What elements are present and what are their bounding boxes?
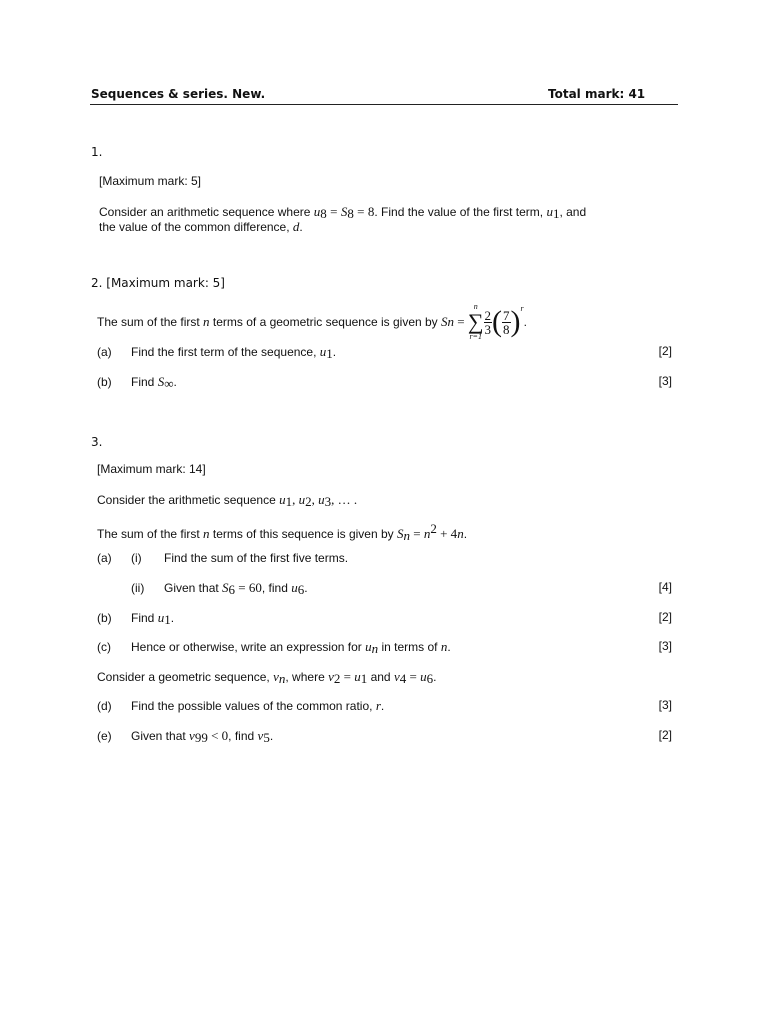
q3-part-e: (e) Given that $v_{99} < 0$, find $v_5$.	[97, 728, 274, 745]
q2-a-var: u	[319, 344, 327, 359]
sum-symbol: n ∑ r=1	[467, 302, 484, 341]
header-rule	[90, 104, 678, 105]
q3-geo-intro: Consider a geometric sequence, $v_n$, where $v_2 = u_1$ and $v_4 = u_6$.	[97, 669, 437, 686]
q1-text-d: the value of the common difference,	[99, 220, 290, 234]
q1-text-c: , and	[559, 205, 587, 219]
q2-s: S	[441, 314, 448, 329]
q3-b-mark: [2]	[658, 610, 672, 624]
q2-header: 2. [Maximum mark: 5]	[91, 276, 225, 290]
q1-max-mark: [Maximum mark: 5]	[99, 174, 202, 188]
q1-d: d	[292, 219, 300, 234]
q3-max-mark: [Maximum mark: 14]	[97, 462, 206, 476]
q1-text-b: . Find the value of the first term,	[374, 205, 544, 219]
q2-b-label: (b)	[97, 375, 112, 389]
document-title: Sequences & series. New.	[91, 87, 266, 101]
q2-part-a: (a) Find the first term of the sequence, $u_1$.	[97, 344, 337, 361]
q2-frac1: $\frac{2}{3}$	[484, 307, 492, 337]
q1-eq-val: 8	[367, 204, 375, 219]
q3-d-mark: [3]	[658, 698, 672, 712]
q2-intro-text: The sum of the first	[97, 315, 200, 329]
q1-u1: u	[546, 204, 553, 219]
q3-part-a-ii: (ii) Given that $S_6 = 60$, find $u_6$.	[131, 580, 308, 597]
q1-eq-s-sub: 8	[347, 206, 354, 221]
q2-b-text: Find	[131, 375, 155, 389]
q1-eq-u-sub: 8	[320, 206, 327, 221]
q2-a-mark: [2]	[658, 344, 672, 358]
q1-end: .	[299, 220, 303, 234]
q1-number: 1.	[91, 145, 103, 159]
q1-u1-sub: 1	[552, 206, 560, 221]
q2-n: n	[203, 314, 210, 329]
q2-intro: The sum of the first n terms of a geometric sequence is given by S n = n ∑ r=1 $\frac{2}{3}$ ( $\frac{7}{8}$ ) $^r$ .	[97, 302, 528, 341]
q1-line1: Consider an arithmetic sequence where $u_8 = S_8 = 8$. Find the value of the first term, $u_1$, and	[99, 204, 587, 221]
q1-text-a: Consider an arithmetic sequence where	[99, 205, 311, 219]
q3-part-d: (d) Find the possible values of the common ratio, r.	[97, 698, 385, 713]
q3-a-mark: [4]	[658, 580, 672, 594]
q2-a-sub: 1	[326, 346, 333, 361]
q3-e-mark: [2]	[658, 728, 672, 742]
q2-a-label: (a)	[97, 345, 112, 359]
q3-part-c: (c) Hence or otherwise, write an expression for $u_n$ in terms of n.	[97, 639, 451, 656]
q2-s-sub: n	[447, 314, 455, 329]
q1-eq-s: S	[340, 204, 348, 219]
q3-c-mark: [3]	[658, 639, 672, 653]
total-mark: Total mark: 41	[548, 87, 646, 101]
q3-intro1: Consider the arithmetic sequence $u_1$, $u_2$, $u_3$, … .	[97, 492, 358, 509]
q2-intro-text-b: terms of a geometric sequence is given by	[212, 315, 438, 329]
q2-b-var: S	[157, 374, 165, 389]
q2-b-sub: ∞	[164, 376, 174, 391]
q3-intro2: The sum of the first n terms of this sequence is given by $S_n = n^2 + 4n$.	[97, 521, 468, 543]
q2-b-mark: [3]	[658, 374, 672, 388]
q2-frac2: $\frac{7}{8}$	[503, 307, 510, 337]
q1-line2	[99, 219, 303, 235]
q3-part-a-i: (a) (i) Find the sum of the first five terms.	[97, 551, 349, 565]
q2-power: r	[520, 304, 524, 313]
q3-part-b: (b) Find $u_1$.	[97, 610, 175, 627]
q1-eq-u: u	[313, 204, 321, 219]
q3-number: 3.	[91, 435, 103, 449]
q2-a-text: Find the first term of the sequence,	[131, 345, 317, 359]
q2-part-b: (b) Find $S_\infty$.	[97, 374, 177, 391]
